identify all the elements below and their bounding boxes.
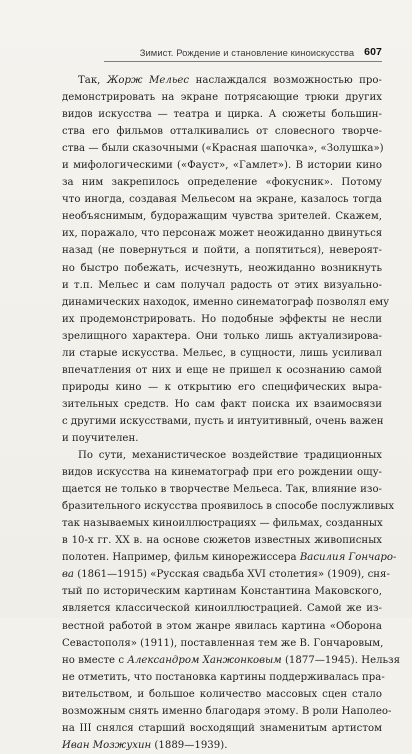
- text-segment: Севастополя» (1911), поставленная тем же В. Гончаровым,: [62, 637, 384, 649]
- text-segment: и т.п. Мельес и сам получал радость от этих визуально-: [62, 279, 382, 291]
- text-line: [62, 703, 392, 720]
- text-segment: впечатления от них и еще не пришел к осознанию самой: [62, 364, 382, 376]
- text-line: [62, 515, 382, 532]
- text-segment: и мифологическими («Фауст», «Гамлет»). В истории кино: [62, 160, 382, 172]
- text-line: [62, 686, 382, 703]
- italic-text-segment: Иван Мозжухин: [62, 739, 152, 751]
- text-segment: не отметить, что постановка картины поддерживалась пра-: [62, 671, 385, 683]
- text-segment: но вместе с: [62, 654, 128, 666]
- text-line: [62, 277, 382, 294]
- text-segment: на III снялся старший восходящий знаменитым артистом: [62, 722, 382, 734]
- text-segment: что иногда, создавая Мельесом на экране, казалось тогда: [62, 194, 382, 206]
- text-segment: назад (не повернуться и пойти, а попятиться), невероят-: [62, 245, 382, 257]
- text-segment: щается не только в творчестве Мельеса. Так, влияние изо-: [62, 484, 382, 496]
- running-title: Зимист. Рождение и становление киноискусства: [139, 46, 355, 58]
- text-line: [62, 464, 382, 481]
- text-line: [62, 89, 382, 106]
- text-line: [62, 174, 382, 191]
- text-line: [62, 430, 382, 447]
- italic-text-segment: ва: [62, 569, 74, 581]
- text-line: [62, 345, 382, 362]
- text-segment: и поучителен.: [62, 432, 139, 444]
- text-line: [62, 72, 382, 89]
- text-line: [62, 106, 382, 123]
- text-line: [62, 260, 382, 277]
- text-line: [62, 311, 382, 328]
- text-segment: тый по историческим картинам Константина Маковского,: [62, 586, 382, 598]
- text-line: [62, 294, 390, 311]
- text-segment: видов искусства — театра и цирка. А сюжеты большин-: [62, 109, 382, 121]
- text-segment: в 10-х гг. XX в. на основе сюжетов известных живописных: [62, 535, 382, 547]
- text-line: [62, 447, 382, 464]
- text-segment: их, поражало, что персонаж может неожиданно двинуться: [62, 228, 383, 240]
- text-line: [62, 123, 382, 140]
- text-line: [62, 618, 382, 635]
- text-segment: наслаждался возможностью про-: [189, 75, 382, 86]
- text-line: [62, 328, 382, 345]
- text-line: [62, 140, 382, 157]
- text-line: [62, 362, 382, 379]
- text-segment: зительных средств. Но сам факт поиска их взаимосвязи: [62, 398, 382, 410]
- text-line: [62, 652, 401, 669]
- text-line: [62, 242, 382, 259]
- text-segment: полотен. Например, фильм кинорежиссера: [62, 552, 300, 564]
- text-segment: (1861—1915) «Русская свадьба XVI столетия» (1909), сня-: [73, 569, 390, 581]
- text-line: [62, 379, 382, 396]
- text-segment: динамических находок, именно синематограф позволял ему: [62, 296, 390, 308]
- text-segment: зрелищного характера. Они только лишь актуализирова-: [62, 330, 382, 342]
- text-segment: (1889—1939).: [151, 739, 228, 751]
- italic-text-segment: Жорж Мельес: [106, 75, 190, 86]
- text-segment: с другими искусствами, пусть и интуитивный, очень важен: [62, 415, 384, 427]
- text-segment: демонстрировать на экране потрясающие трюки других: [62, 92, 382, 104]
- text-segment: но быстро побежать, исчезнуть, неожиданно возникнуть: [62, 262, 382, 274]
- text-line: [62, 208, 382, 225]
- text-line: [62, 583, 382, 600]
- text-segment: возможным снять именно благодаря этому. В роли Наполео-: [62, 705, 392, 717]
- text-segment: Так,: [78, 75, 107, 86]
- italic-text-segment: Василия Гончаро-: [299, 552, 397, 564]
- text-segment: необъяснимым, будоражащим чувства зрителей. Скажем,: [62, 211, 382, 223]
- text-line: [62, 157, 382, 174]
- text-line: [62, 191, 382, 208]
- text-segment: природы кино — к открытию его специфических выра-: [62, 381, 382, 393]
- body-text: [62, 72, 401, 751]
- text-line: [62, 413, 382, 430]
- text-line: [62, 549, 397, 566]
- text-line: [62, 720, 382, 737]
- text-segment: является классической киноиллюстрацией. Самой же из-: [62, 603, 382, 615]
- text-segment: их продемонстрировать. Но подобные эффекты не несли: [62, 313, 382, 325]
- text-line: [62, 737, 382, 754]
- text-segment: ли старые искусства. Мельес, в сущности, лишь усиливал: [62, 347, 382, 359]
- text-line: [62, 669, 385, 686]
- text-segment: (1877—1945). Нельзя: [281, 654, 401, 666]
- text-line: [62, 225, 382, 242]
- text-line: [62, 532, 382, 549]
- page-number: 607: [364, 46, 382, 58]
- text-line: [62, 635, 382, 652]
- running-header: [104, 43, 382, 62]
- text-segment: бразительного искусства проявилось в способе послужливых: [62, 501, 395, 513]
- text-line: [62, 600, 382, 617]
- text-segment: видов искусства на кинематограф при его рождении ощу-: [62, 467, 382, 479]
- text-segment: вительством, и большое количество массовых сцен стало: [62, 688, 382, 700]
- text-segment: ства — были сказочными («Красная шапочка», «Золушка»): [62, 143, 384, 155]
- text-segment: за ним закрепилось определение «фокусник». Потому: [62, 177, 382, 189]
- text-segment: По сути, механистическое воздействие традиционных: [78, 450, 382, 462]
- text-line: [62, 481, 382, 498]
- text-line: [62, 396, 382, 413]
- text-segment: ства его фильмов отталкивались от словесного творче-: [62, 126, 382, 138]
- text-segment: вестной работой в этом жанре явилась картина «Оборона: [62, 620, 382, 632]
- text-line: [62, 498, 395, 515]
- italic-text-segment: Александром Ханжонковым: [127, 654, 282, 666]
- text-line: [62, 566, 390, 583]
- text-segment: так называемых киноиллюстрациях — фильмах, созданных: [62, 518, 383, 530]
